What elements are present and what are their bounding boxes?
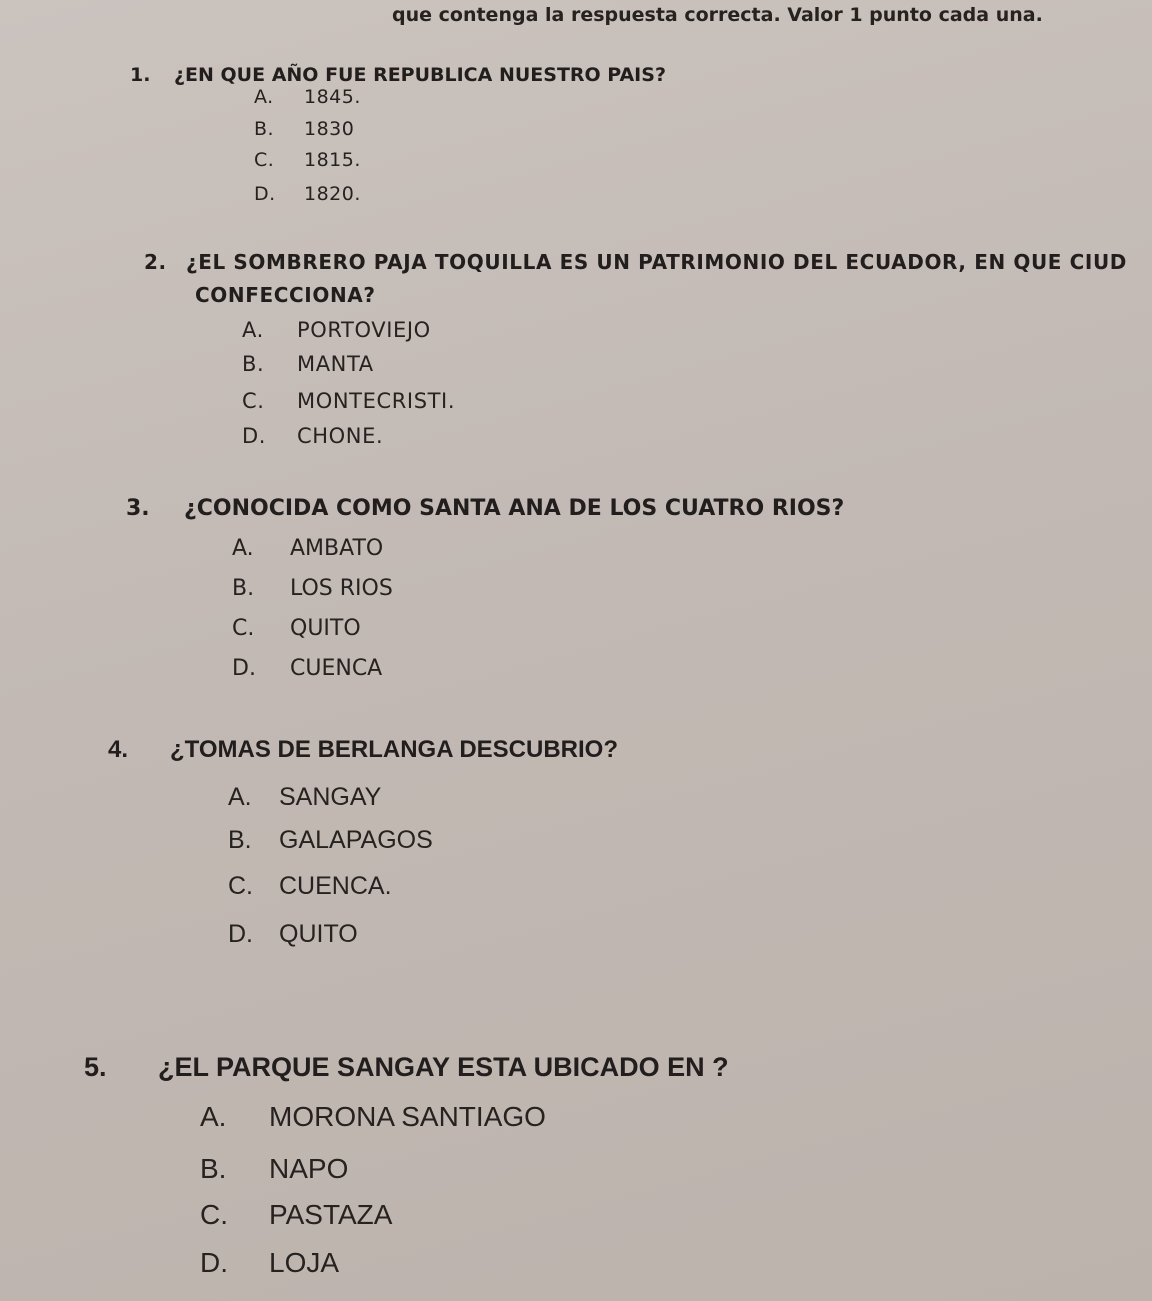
instructions-text: que contenga la respuesta correcta. Valor 1 punto cada una. [392, 4, 1043, 26]
option-3d [232, 656, 382, 681]
option-letter: A. [228, 783, 252, 811]
option-letter: A. [254, 86, 274, 108]
option-text: PASTAZA [269, 1199, 393, 1230]
option-text: 1845. [304, 86, 361, 108]
question-text: ¿CONOCIDA COMO SANTA ANA DE LOS CUATRO RIOS? [184, 496, 845, 521]
option-letter: B. [242, 352, 265, 376]
option-text: CUENCA [290, 656, 383, 681]
option-letter: C. [232, 616, 255, 641]
option-letter: A. [242, 318, 264, 342]
option-text: AMBATO [290, 536, 384, 561]
option-2c [242, 389, 455, 413]
option-text: LOS RIOS [290, 576, 393, 601]
option-letter: C. [242, 389, 265, 413]
option-letter: A. [232, 536, 254, 561]
option-text: CHONE. [297, 424, 384, 448]
option-2a [242, 318, 431, 342]
question-5 [84, 1052, 729, 1083]
option-5b [200, 1153, 348, 1185]
option-letter: B. [228, 826, 252, 854]
option-letter: D. [242, 424, 267, 448]
option-letter: C. [200, 1199, 228, 1230]
option-text: QUITO [290, 616, 361, 641]
option-3a [232, 536, 383, 561]
question-1 [130, 64, 666, 86]
option-5c [200, 1199, 392, 1231]
option-letter: C. [228, 872, 253, 900]
option-letter: D. [254, 183, 276, 205]
question-text: ¿TOMAS DE BERLANGA DESCUBRIO? [170, 736, 619, 763]
option-1d [254, 183, 361, 205]
option-1c [254, 149, 361, 171]
option-5d [200, 1247, 339, 1279]
question-3 [126, 496, 844, 521]
question-number: 2. [144, 250, 167, 274]
question-2 [144, 250, 1127, 274]
option-text: NAPO [269, 1153, 349, 1184]
option-text: QUITO [279, 920, 358, 948]
option-text: CUENCA. [279, 872, 392, 900]
option-text: SANGAY [279, 783, 382, 811]
option-letter: D. [232, 656, 256, 681]
question-4 [108, 736, 618, 764]
option-3b [232, 576, 393, 601]
question-text: ¿EN QUE AÑO FUE REPUBLICA NUESTRO PAIS? [174, 64, 666, 86]
question-text: ¿EL PARQUE SANGAY ESTA UBICADO EN ? [158, 1052, 729, 1082]
question-number: 4. [108, 736, 129, 763]
option-5a [200, 1101, 546, 1133]
option-text: 1815. [304, 149, 361, 171]
option-letter: B. [200, 1153, 227, 1184]
option-text: MORONA SANTIAGO [269, 1101, 546, 1132]
option-3c [232, 616, 361, 641]
option-text: LOJA [269, 1247, 340, 1278]
question-number: 3. [126, 496, 150, 521]
question-text: ¿EL SOMBRERO PAJA TOQUILLA ES UN PATRIMONIO DEL ECUADOR, EN QUE CIUD [186, 250, 1127, 274]
option-text: 1830 [304, 118, 355, 140]
option-4a [228, 783, 381, 812]
question-number: 5. [84, 1052, 107, 1082]
option-4c [228, 872, 392, 901]
option-letter: C. [254, 149, 275, 171]
option-1b [254, 118, 354, 140]
option-4b [228, 826, 433, 855]
option-text: PORTOVIEJO [297, 318, 431, 342]
question-2-continued: CONFECCIONA? [195, 283, 376, 307]
option-1a [254, 86, 361, 108]
option-text: 1820. [304, 183, 361, 205]
option-text: MONTECRISTI. [297, 389, 456, 413]
option-letter: D. [200, 1247, 228, 1278]
option-4d [228, 920, 358, 949]
option-letter: B. [232, 576, 255, 601]
option-2d [242, 424, 383, 448]
option-letter: A. [200, 1101, 227, 1132]
option-text: MANTA [297, 352, 374, 376]
option-text: GALAPAGOS [279, 826, 433, 854]
option-letter: D. [228, 920, 253, 948]
option-letter: B. [254, 118, 275, 140]
option-2b [242, 352, 374, 376]
question-number: 1. [130, 64, 151, 86]
